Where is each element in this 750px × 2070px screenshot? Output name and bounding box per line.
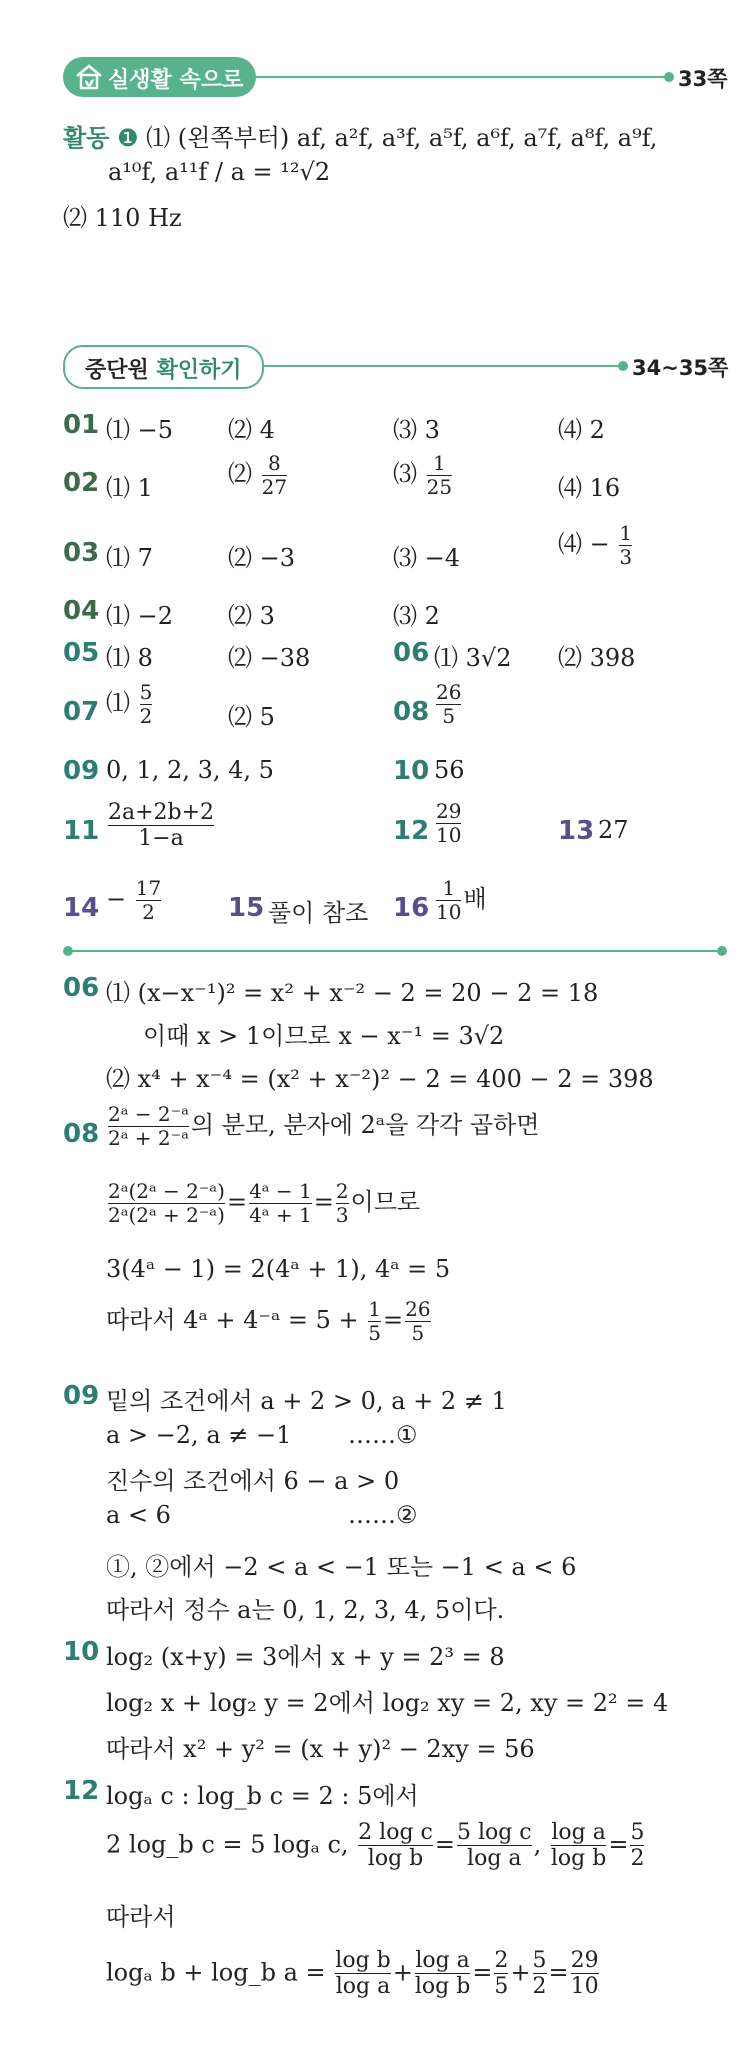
section1-rule-dot: [664, 72, 674, 82]
s12-line4-head: logₐ b + log_b a =: [106, 1958, 326, 1987]
s08-number: 08: [63, 1119, 100, 1149]
q01-part4: ⑷ 2: [558, 416, 605, 444]
s08-f5-denominator: 5: [368, 1321, 382, 1345]
section1-rule: [256, 76, 666, 78]
q02-part3-label: ⑶: [393, 460, 417, 488]
s12-b-denominator: log a: [457, 1845, 532, 1871]
q06-number: 06: [393, 638, 430, 668]
q08-answer: [434, 681, 463, 728]
s09-line5: ①, ②에서 −2 < a < −1 또는 −1 < a < 6: [106, 1553, 577, 1581]
s12-line2: 2 log_b c = 5 logₐ c, $\frac{\text{2 log c}}{\text{log b}}$ = $\frac{\text{5 log c}}{\text{log a}}$ , $\frac{\text{log a}}{\text{log b}}$ = $\frac{5}{2}$: [106, 1820, 645, 1872]
q06-part2: ⑵ 398: [558, 644, 636, 672]
q03-part1: ⑴ 7: [106, 544, 153, 572]
s12-line4: logₐ b + log_b a = $\frac{\text{log b}}{\text{log a}}$ + $\frac{\text{log a}}{\text{log b}}$ = $\frac{2}{5}$ + $\frac{5}{2}$ = $\frac{29}{10}$: [106, 1948, 599, 2000]
q02-number: 02: [63, 468, 100, 498]
s12-d-numerator: 5: [630, 1820, 645, 1845]
q08-number: 08: [393, 697, 430, 727]
q16-numerator: 1: [442, 876, 456, 900]
section2-title-a: 중단원: [85, 358, 149, 383]
s09-line2: a > −2, a ≠ −1: [106, 1421, 292, 1449]
s09-line4: a < 6: [106, 1501, 171, 1529]
s08-eq-2: =: [313, 1188, 334, 1216]
s08-f6-numerator: 26: [405, 1297, 431, 1321]
q13-answer: 27: [598, 816, 629, 844]
q16-answer: [434, 877, 487, 924]
q12-number: 12: [393, 816, 430, 846]
section2-title-b: 확인하기: [156, 358, 242, 383]
s12-h-numerator: 2: [494, 1948, 509, 1973]
q03-part4-label: ⑷ −: [558, 530, 610, 558]
s09-line1: 밑의 조건에서 a + 2 > 0, a + 2 ≠ 1: [106, 1387, 507, 1415]
q09-answer: 0, 1, 2, 3, 4, 5: [106, 756, 274, 784]
q15-answer: 풀이 참조: [268, 899, 369, 927]
q03-part4-denominator: 3: [619, 545, 633, 569]
q01-number: 01: [63, 410, 100, 440]
q14-number: 14: [63, 893, 100, 923]
q14-answer: [106, 877, 163, 924]
q14-denominator: 2: [136, 900, 161, 924]
q15-number: 15: [228, 893, 265, 923]
s08-line2: [106, 1180, 420, 1227]
s09-marker2: ……②: [348, 1501, 418, 1529]
s12-k-numerator: 5: [532, 1948, 547, 1973]
section1-title-b: 속으로: [179, 68, 244, 93]
s08-eq-3: =: [383, 1306, 404, 1334]
q11-answer: [106, 800, 216, 852]
activity-line2: a¹⁰f, a¹¹f / a = ¹²√2: [108, 158, 331, 186]
activity-number: ❶: [117, 124, 139, 152]
q03-part3: ⑶ −4: [393, 544, 461, 572]
s06-line2: 이때 x > 1이므로 x − x⁻¹ = 3√2: [143, 1022, 505, 1050]
q11-number: 11: [63, 816, 100, 846]
divider-rule: [68, 950, 722, 952]
q02-part4: ⑷ 16: [558, 474, 621, 502]
section2-rule-dot: [618, 361, 628, 371]
q07-part1-label: ⑴: [106, 689, 130, 717]
q10-number: 10: [393, 756, 430, 786]
q07-part2: ⑵ 5: [228, 703, 275, 731]
q01-part3: ⑶ 3: [393, 416, 440, 444]
s12-line1: logₐ c : log_b c = 2 : 5에서: [106, 1782, 419, 1810]
s12-a-numerator: 2 log c: [358, 1820, 433, 1845]
q11-numerator: 2a+2b+2: [108, 800, 215, 825]
q01-part2: ⑵ 4: [228, 416, 275, 444]
s12-a-denominator: log b: [358, 1845, 433, 1871]
s08-f3-denominator: 4ᵃ + 1: [249, 1203, 312, 1227]
s08-line2-tail: 이므로: [350, 1188, 421, 1216]
s12-number: 12: [63, 1776, 100, 1806]
s12-g-denominator: log b: [414, 1974, 471, 2000]
q02-part2: [228, 452, 289, 499]
s12-line2-head: 2 log_b c = 5 logₐ c,: [106, 1830, 349, 1859]
q03-part2: ⑵ −3: [228, 544, 296, 572]
q03-number: 03: [63, 538, 100, 568]
s12-e-numerator: log b: [335, 1948, 391, 1973]
q04-number: 04: [63, 596, 100, 626]
q14-sign: −: [106, 885, 127, 913]
q04-part3: ⑶ 2: [393, 602, 440, 630]
s08-f5-numerator: 1: [368, 1297, 382, 1321]
q02-part2-numerator: 8: [268, 451, 281, 475]
s12-g-numerator: log a: [415, 1948, 470, 1973]
q05-number: 05: [63, 638, 100, 668]
section1-title-a: 실생활: [108, 68, 172, 93]
s09-line6: 따라서 정수 a는 0, 1, 2, 3, 4, 5이다.: [106, 1596, 505, 1624]
q01-part1: ⑴ −5: [106, 416, 174, 444]
section1-title: [108, 63, 243, 94]
s08-line4: [106, 1298, 433, 1345]
q02-part3-numerator: 1: [433, 451, 446, 475]
s12-b-numerator: 5 log c: [456, 1820, 532, 1845]
s10-number: 10: [63, 1637, 100, 1667]
s09-number: 09: [63, 1381, 100, 1411]
q08-numerator: 26: [436, 680, 462, 704]
s12-h-denominator: 5: [494, 1974, 509, 2000]
s06-line3: ⑵ x⁴ + x⁻⁴ = (x² + x⁻²)² − 2 = 400 − 2 = 398: [106, 1065, 654, 1093]
activity-line3: ⑵ 110 Hz: [63, 204, 182, 232]
s10-line1: log₂ (x+y) = 3에서 x + y = 2³ = 8: [106, 1643, 505, 1671]
section2-rule: [262, 365, 622, 367]
s08-line1: [106, 1103, 539, 1150]
q02-part2-label: ⑵: [228, 460, 252, 488]
q07-part1-numerator: 5: [139, 680, 153, 704]
q16-number: 16: [393, 893, 430, 923]
q16-suffix: 배: [463, 885, 487, 913]
s10-line2: log₂ x + log₂ y = 2에서 log₂ xy = 2, xy = 2² = 4: [106, 1689, 669, 1717]
q12-answer: [434, 800, 463, 847]
q02-part3: [393, 452, 454, 499]
s09-marker1: ……①: [348, 1421, 418, 1449]
s12-line3: 따라서: [106, 1903, 176, 1931]
q16-denominator: 10: [436, 900, 462, 924]
s08-f3-numerator: 4ᵃ − 1: [249, 1179, 312, 1203]
s09-line3: 진수의 조건에서 6 − a > 0: [106, 1467, 400, 1495]
activity-answer-1: ⑴ (왼쪽부터) af, a²f, a³f, a⁵f, a⁶f, a⁷f, a⁸f, a⁹f,: [146, 124, 658, 152]
q02-part3-denominator: 25: [426, 475, 453, 499]
q11-denominator: 1−a: [108, 825, 214, 851]
q07-part1: [106, 681, 154, 728]
s12-c-denominator: log b: [550, 1846, 607, 1872]
section2-title: [85, 353, 241, 384]
s08-f2-numerator: 2ᵃ(2ᵃ − 2⁻ᵃ): [108, 1179, 225, 1203]
s06-line1: ⑴ (x−x⁻¹)² = x² + x⁻² − 2 = 20 − 2 = 18: [106, 979, 599, 1007]
q03-part4: [558, 522, 634, 569]
q02-part1: ⑴ 1: [106, 474, 153, 502]
q02-part2-denominator: 27: [261, 475, 288, 499]
s06-number: 06: [63, 973, 100, 1003]
s08-f2-denominator: 2ᵃ(2ᵃ + 2⁻ᵃ): [108, 1203, 225, 1227]
s08-line4-head: 따라서 4ᵃ + 4⁻ᵃ = 5 +: [106, 1306, 359, 1334]
q03-part4-numerator: 1: [619, 521, 633, 545]
s08-f1-denominator: 2ᵃ + 2⁻ᵃ: [108, 1126, 189, 1150]
s12-k-denominator: 2: [532, 1974, 547, 2000]
s12-d-denominator: 2: [630, 1846, 645, 1872]
section2-page: 34~35쪽: [632, 356, 729, 380]
s08-f4-denominator: 3: [335, 1203, 349, 1227]
s12-r-denominator: 10: [570, 1974, 599, 2000]
s12-e-denominator: log a: [335, 1974, 391, 2000]
q12-denominator: 10: [436, 823, 462, 847]
s12-c-numerator: log a: [551, 1820, 606, 1845]
q05-part2: ⑵ −38: [228, 644, 311, 672]
activity-line1: [63, 118, 657, 153]
q05-part1: ⑴ 8: [106, 644, 153, 672]
s08-line1-tail: 의 분모, 분자에 2ᵃ을 각각 곱하면: [190, 1111, 540, 1139]
divider-right-dot: [717, 946, 727, 956]
s08-f4-numerator: 2: [335, 1179, 349, 1203]
activity-label: 활동: [63, 124, 110, 152]
q07-part1-denominator: 2: [139, 704, 153, 728]
q07-number: 07: [63, 697, 100, 727]
q09-number: 09: [63, 756, 100, 786]
s10-line3: 따라서 x² + y² = (x + y)² − 2xy = 56: [106, 1735, 535, 1763]
q06-part1: ⑴ 3√2: [434, 644, 512, 672]
q14-numerator: 17: [135, 876, 162, 900]
house-icon: [74, 62, 104, 92]
q10-answer: 56: [434, 756, 465, 784]
s08-f6-denominator: 5: [405, 1321, 430, 1345]
section1-page: 33쪽: [678, 67, 728, 91]
q13-number: 13: [558, 816, 595, 846]
q12-numerator: 29: [436, 799, 462, 823]
q08-denominator: 5: [436, 704, 461, 728]
s08-f1-numerator: 2ᵃ − 2⁻ᵃ: [108, 1102, 189, 1126]
s12-r-numerator: 29: [570, 1948, 599, 1973]
s08-line3: 3(4ᵃ − 1) = 2(4ᵃ + 1), 4ᵃ = 5: [106, 1255, 451, 1283]
s08-eq-1: =: [226, 1188, 248, 1216]
q04-part2: ⑵ 3: [228, 602, 275, 630]
q04-part1: ⑴ −2: [106, 602, 174, 630]
